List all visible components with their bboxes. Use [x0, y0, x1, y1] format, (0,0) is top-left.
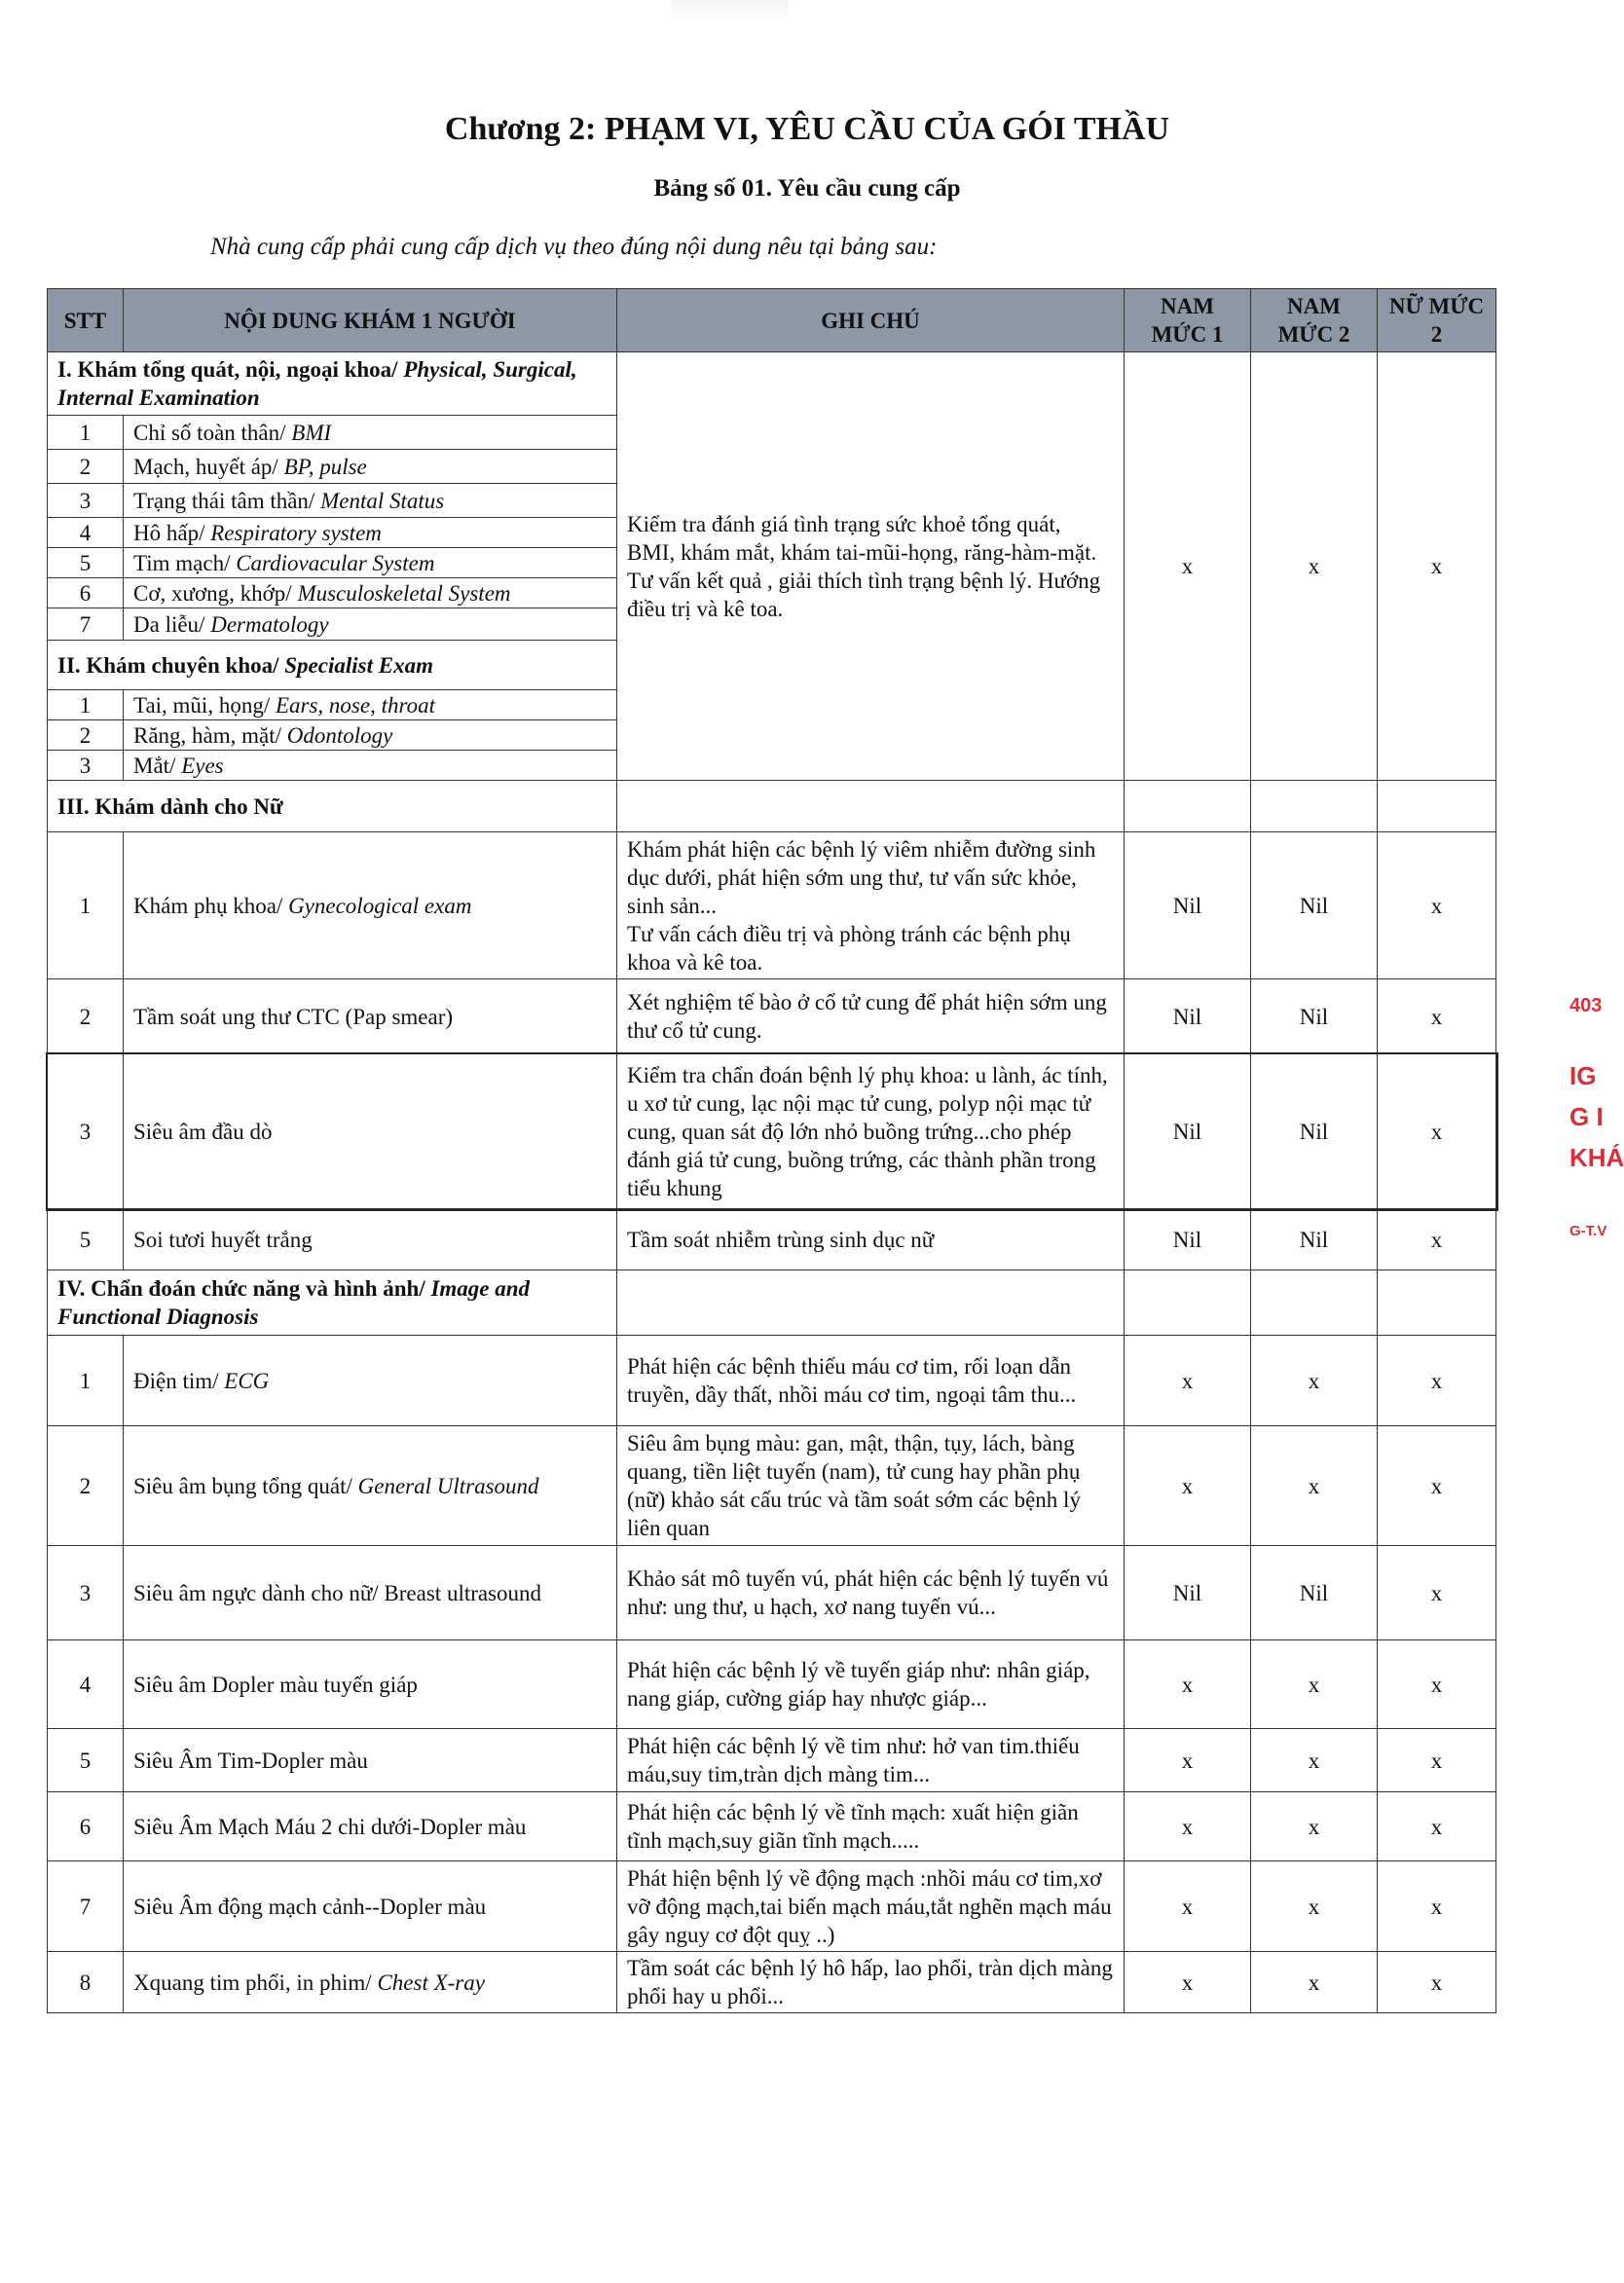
section-title: I. Khám tổng quát, nội, ngoại khoa/ Physical, Surgical, Internal Examination	[48, 352, 617, 416]
note-cell: Siêu âm bụng màu: gan, mật, thận, tụy, lách, bàng quang, tiền liệt tuyến (nam), tử cung hay phần phụ (nữ) khảo sát cấu trúc và tầm soát sớm các bệnh lý liên quan	[617, 1426, 1125, 1546]
item-name: Răng, hàm, mặt/ Odontology	[124, 720, 617, 751]
item-name: Siêu Âm Tim-Dopler màu	[124, 1729, 617, 1792]
table-row	[48, 1792, 1496, 1861]
level-cell: x	[1378, 1054, 1496, 1209]
note-cell: Phát hiện các bệnh lý về tĩnh mạch: xuất hiện giãn tĩnh mạch,suy giãn tĩnh mạch.....	[617, 1792, 1125, 1861]
header-content: NỘI DUNG KHÁM 1 NGƯỜI	[124, 289, 617, 352]
header-stt: STT	[48, 289, 124, 352]
table-row	[48, 1054, 1496, 1209]
item-name: Siêu Âm Mạch Máu 2 chi dưới-Dopler màu	[124, 1792, 617, 1861]
item-name: Soi tươi huyết trắng	[124, 1209, 617, 1270]
level-cell: x	[1125, 1861, 1251, 1952]
note-cell: Kiểm tra chẩn đoán bệnh lý phụ khoa: u lành, ác tính, u xơ tử cung, lạc nội mạc tử cung, polyp nội mạc tử cung, quan sát độ lớn nhỏ buồng trứng...cho phép đánh giá tử cung, buồng trứng, các thành phần trong tiểu khung	[617, 1054, 1125, 1209]
empty-cell	[617, 781, 1125, 832]
item-name: Siêu âm ngực dành cho nữ/ Breast ultrasound	[124, 1546, 617, 1640]
row-stt: 5	[48, 548, 124, 578]
table-header-row	[48, 289, 1496, 352]
row-stt: 6	[48, 578, 124, 608]
row-stt: 6	[48, 1792, 124, 1861]
section-row	[48, 1270, 1496, 1336]
level-cell: x	[1125, 1729, 1251, 1792]
row-stt: 3	[48, 751, 124, 781]
empty-cell	[1251, 781, 1378, 832]
level-cell: x	[1378, 1426, 1496, 1546]
row-stt: 7	[48, 608, 124, 641]
item-name: Siêu Âm động mạch cảnh--Dopler màu	[124, 1861, 617, 1952]
table-row	[48, 1336, 1496, 1426]
item-name: Trạng thái tâm thần/ Mental Status	[124, 484, 617, 518]
table-row	[48, 1861, 1496, 1952]
level-cell: Nil	[1125, 979, 1251, 1054]
row-stt: 8	[48, 1952, 124, 2013]
row-stt: 3	[48, 1054, 124, 1209]
level-cell: Nil	[1125, 1054, 1251, 1209]
level-cell: Nil	[1125, 832, 1251, 979]
row-stt: 2	[48, 450, 124, 484]
row-stt: 5	[48, 1209, 124, 1270]
item-name: Xquang tim phổi, in phim/ Chest X-ray	[124, 1952, 617, 2013]
level-cell: x	[1378, 1952, 1496, 2013]
note-cell: Phát hiện các bệnh lý về tuyến giáp như: nhân giáp, nang giáp, cường giáp hay nhược giáp...	[617, 1640, 1125, 1729]
empty-cell	[617, 1270, 1125, 1336]
section-title: II. Khám chuyên khoa/ Specialist Exam	[48, 641, 617, 690]
item-name: Siêu âm đầu dò	[124, 1054, 617, 1209]
level-cell: x	[1251, 1426, 1378, 1546]
level-cell: x	[1251, 1640, 1378, 1729]
row-stt: 2	[48, 979, 124, 1054]
level-cell: x	[1378, 1546, 1496, 1640]
table-row	[48, 1952, 1496, 2013]
level-cell: x	[1251, 1952, 1378, 2013]
row-stt: 1	[48, 690, 124, 720]
table-row	[48, 1546, 1496, 1640]
item-name: Điện tim/ ECG	[124, 1336, 617, 1426]
table-row	[48, 1640, 1496, 1729]
table-row	[48, 832, 1496, 979]
empty-cell	[1378, 781, 1496, 832]
level-cell: Nil	[1125, 1546, 1251, 1640]
row-stt: 4	[48, 1640, 124, 1729]
item-name: Khám phụ khoa/ Gynecological exam	[124, 832, 617, 979]
row-stt: 3	[48, 1546, 124, 1640]
row-stt: 1	[48, 416, 124, 450]
level-cell: x	[1378, 1792, 1496, 1861]
note-cell: Tầm soát nhiễm trùng sinh dục nữ	[617, 1209, 1125, 1270]
level-cell: Nil	[1251, 1209, 1378, 1270]
note-cell: Phát hiện các bệnh lý về tim như: hở van tim.thiếu máu,suy tim,tràn dịch màng tim...	[617, 1729, 1125, 1792]
row-stt: 1	[48, 1336, 124, 1426]
level-cell: x	[1251, 1336, 1378, 1426]
row-stt: 5	[48, 1729, 124, 1792]
item-name: Siêu âm Dopler màu tuyến giáp	[124, 1640, 617, 1729]
table-body	[48, 352, 1496, 2013]
level-cell: x	[1378, 1209, 1496, 1270]
section-row	[48, 352, 1496, 416]
level-cell: Nil	[1251, 832, 1378, 979]
row-stt: 7	[48, 1861, 124, 1952]
intro-text: Nhà cung cấp phải cung cấp dịch vụ theo đúng nội dung nêu tại bảng sau:	[210, 234, 938, 260]
header-nu-muc-2: NỮ MỨC 2	[1378, 289, 1496, 352]
level-cell: Nil	[1251, 1546, 1378, 1640]
table-row	[48, 1729, 1496, 1792]
header-nam-muc-2: NAM MỨC 2	[1251, 289, 1378, 352]
level-cell: x	[1125, 1792, 1251, 1861]
section-row	[48, 781, 1496, 832]
item-name: Mắt/ Eyes	[124, 751, 617, 781]
table-row	[48, 1209, 1496, 1270]
item-name: Tầm soát ung thư CTC (Pap smear)	[124, 979, 617, 1054]
level-cell: x	[1251, 1792, 1378, 1861]
note-cell: Xét nghiệm tế bào ở cổ tử cung để phát hiện sớm ung thư cổ tử cung.	[617, 979, 1125, 1054]
note-cell: Khảo sát mô tuyến vú, phát hiện các bệnh lý tuyến vú như: ung thư, u hạch, xơ nang tuyến vú...	[617, 1546, 1125, 1640]
stamp-mark: 403 IG G I KHÁ G-T.V	[1569, 995, 1624, 1239]
header-nam-muc-1: NAM MỨC 1	[1125, 289, 1251, 352]
row-stt: 2	[48, 1426, 124, 1546]
level-cell: x	[1125, 352, 1251, 781]
item-name: Tim mạch/ Cardiovacular System	[124, 548, 617, 578]
item-name: Hô hấp/ Respiratory system	[124, 518, 617, 548]
level-cell: Nil	[1125, 1209, 1251, 1270]
empty-cell	[1251, 1270, 1378, 1336]
level-cell: x	[1251, 1861, 1378, 1952]
note-cell: Phát hiện bệnh lý về động mạch :nhồi máu cơ tim,xơ vỡ động mạch,tai biến mạch máu,tắt nghẽn mạch máu gây nguy cơ đột quỵ ..)	[617, 1861, 1125, 1952]
level-cell: x	[1378, 1729, 1496, 1792]
level-cell: x	[1378, 1861, 1496, 1952]
level-cell: Nil	[1251, 979, 1378, 1054]
level-cell: x	[1378, 1336, 1496, 1426]
row-stt: 3	[48, 484, 124, 518]
section-title: IV. Chẩn đoán chức năng và hình ảnh/ Image and Functional Diagnosis	[48, 1270, 617, 1336]
row-stt: 1	[48, 832, 124, 979]
requirements-table	[47, 288, 1496, 2013]
level-cell: x	[1125, 1336, 1251, 1426]
item-name: Tai, mũi, họng/ Ears, nose, throat	[124, 690, 617, 720]
table-row	[48, 979, 1496, 1054]
item-name: Siêu âm bụng tổng quát/ General Ultrasound	[124, 1426, 617, 1546]
item-name: Chỉ số toàn thân/ BMI	[124, 416, 617, 450]
page-title: Chương 2: PHẠM VI, YÊU CẦU CỦA GÓI THẦU	[444, 111, 1170, 147]
section-note: Kiểm tra đánh giá tình trạng sức khoẻ tổng quát, BMI, khám mắt, khám tai-mũi-họng, răng-hàm-mặt. Tư vấn kết quả , giải thích tình trạng bệnh lý. Hướng điều trị và kê toa.	[617, 352, 1125, 781]
row-stt: 2	[48, 720, 124, 751]
note-cell: Phát hiện các bệnh thiếu máu cơ tim, rối loạn dẫn truyền, dầy thất, nhồi máu cơ tim, ngoại tâm thu...	[617, 1336, 1125, 1426]
level-cell: x	[1251, 1729, 1378, 1792]
row-stt: 4	[48, 518, 124, 548]
table-row	[48, 1426, 1496, 1546]
empty-cell	[1378, 1270, 1496, 1336]
level-cell: x	[1125, 1640, 1251, 1729]
scan-artifact	[672, 0, 789, 21]
level-cell: Nil	[1251, 1054, 1378, 1209]
level-cell: x	[1378, 352, 1496, 781]
empty-cell	[1125, 781, 1251, 832]
header-note: GHI CHÚ	[617, 289, 1125, 352]
level-cell: x	[1378, 1640, 1496, 1729]
table-caption: Bảng số 01. Yêu cầu cung cấp	[653, 175, 961, 202]
level-cell: x	[1125, 1952, 1251, 2013]
level-cell: x	[1378, 979, 1496, 1054]
note-cell: Khám phát hiện các bệnh lý viêm nhiễm đường sinh dục dưới, phát hiện sớm ung thư, tư vấn sức khỏe, sinh sản... Tư vấn cách điều trị và phòng tránh các bệnh phụ khoa và kê toa.	[617, 832, 1125, 979]
item-name: Mạch, huyết áp/ BP, pulse	[124, 450, 617, 484]
level-cell: x	[1378, 832, 1496, 979]
note-cell: Tầm soát các bệnh lý hô hấp, lao phổi, tràn dịch màng phổi hay u phổi...	[617, 1952, 1125, 2013]
item-name: Da liễu/ Dermatology	[124, 608, 617, 641]
section-title: III. Khám dành cho Nữ	[48, 781, 617, 832]
level-cell: x	[1125, 1426, 1251, 1546]
item-name: Cơ, xương, khớp/ Musculoskeletal System	[124, 578, 617, 608]
level-cell: x	[1251, 352, 1378, 781]
empty-cell	[1125, 1270, 1251, 1336]
